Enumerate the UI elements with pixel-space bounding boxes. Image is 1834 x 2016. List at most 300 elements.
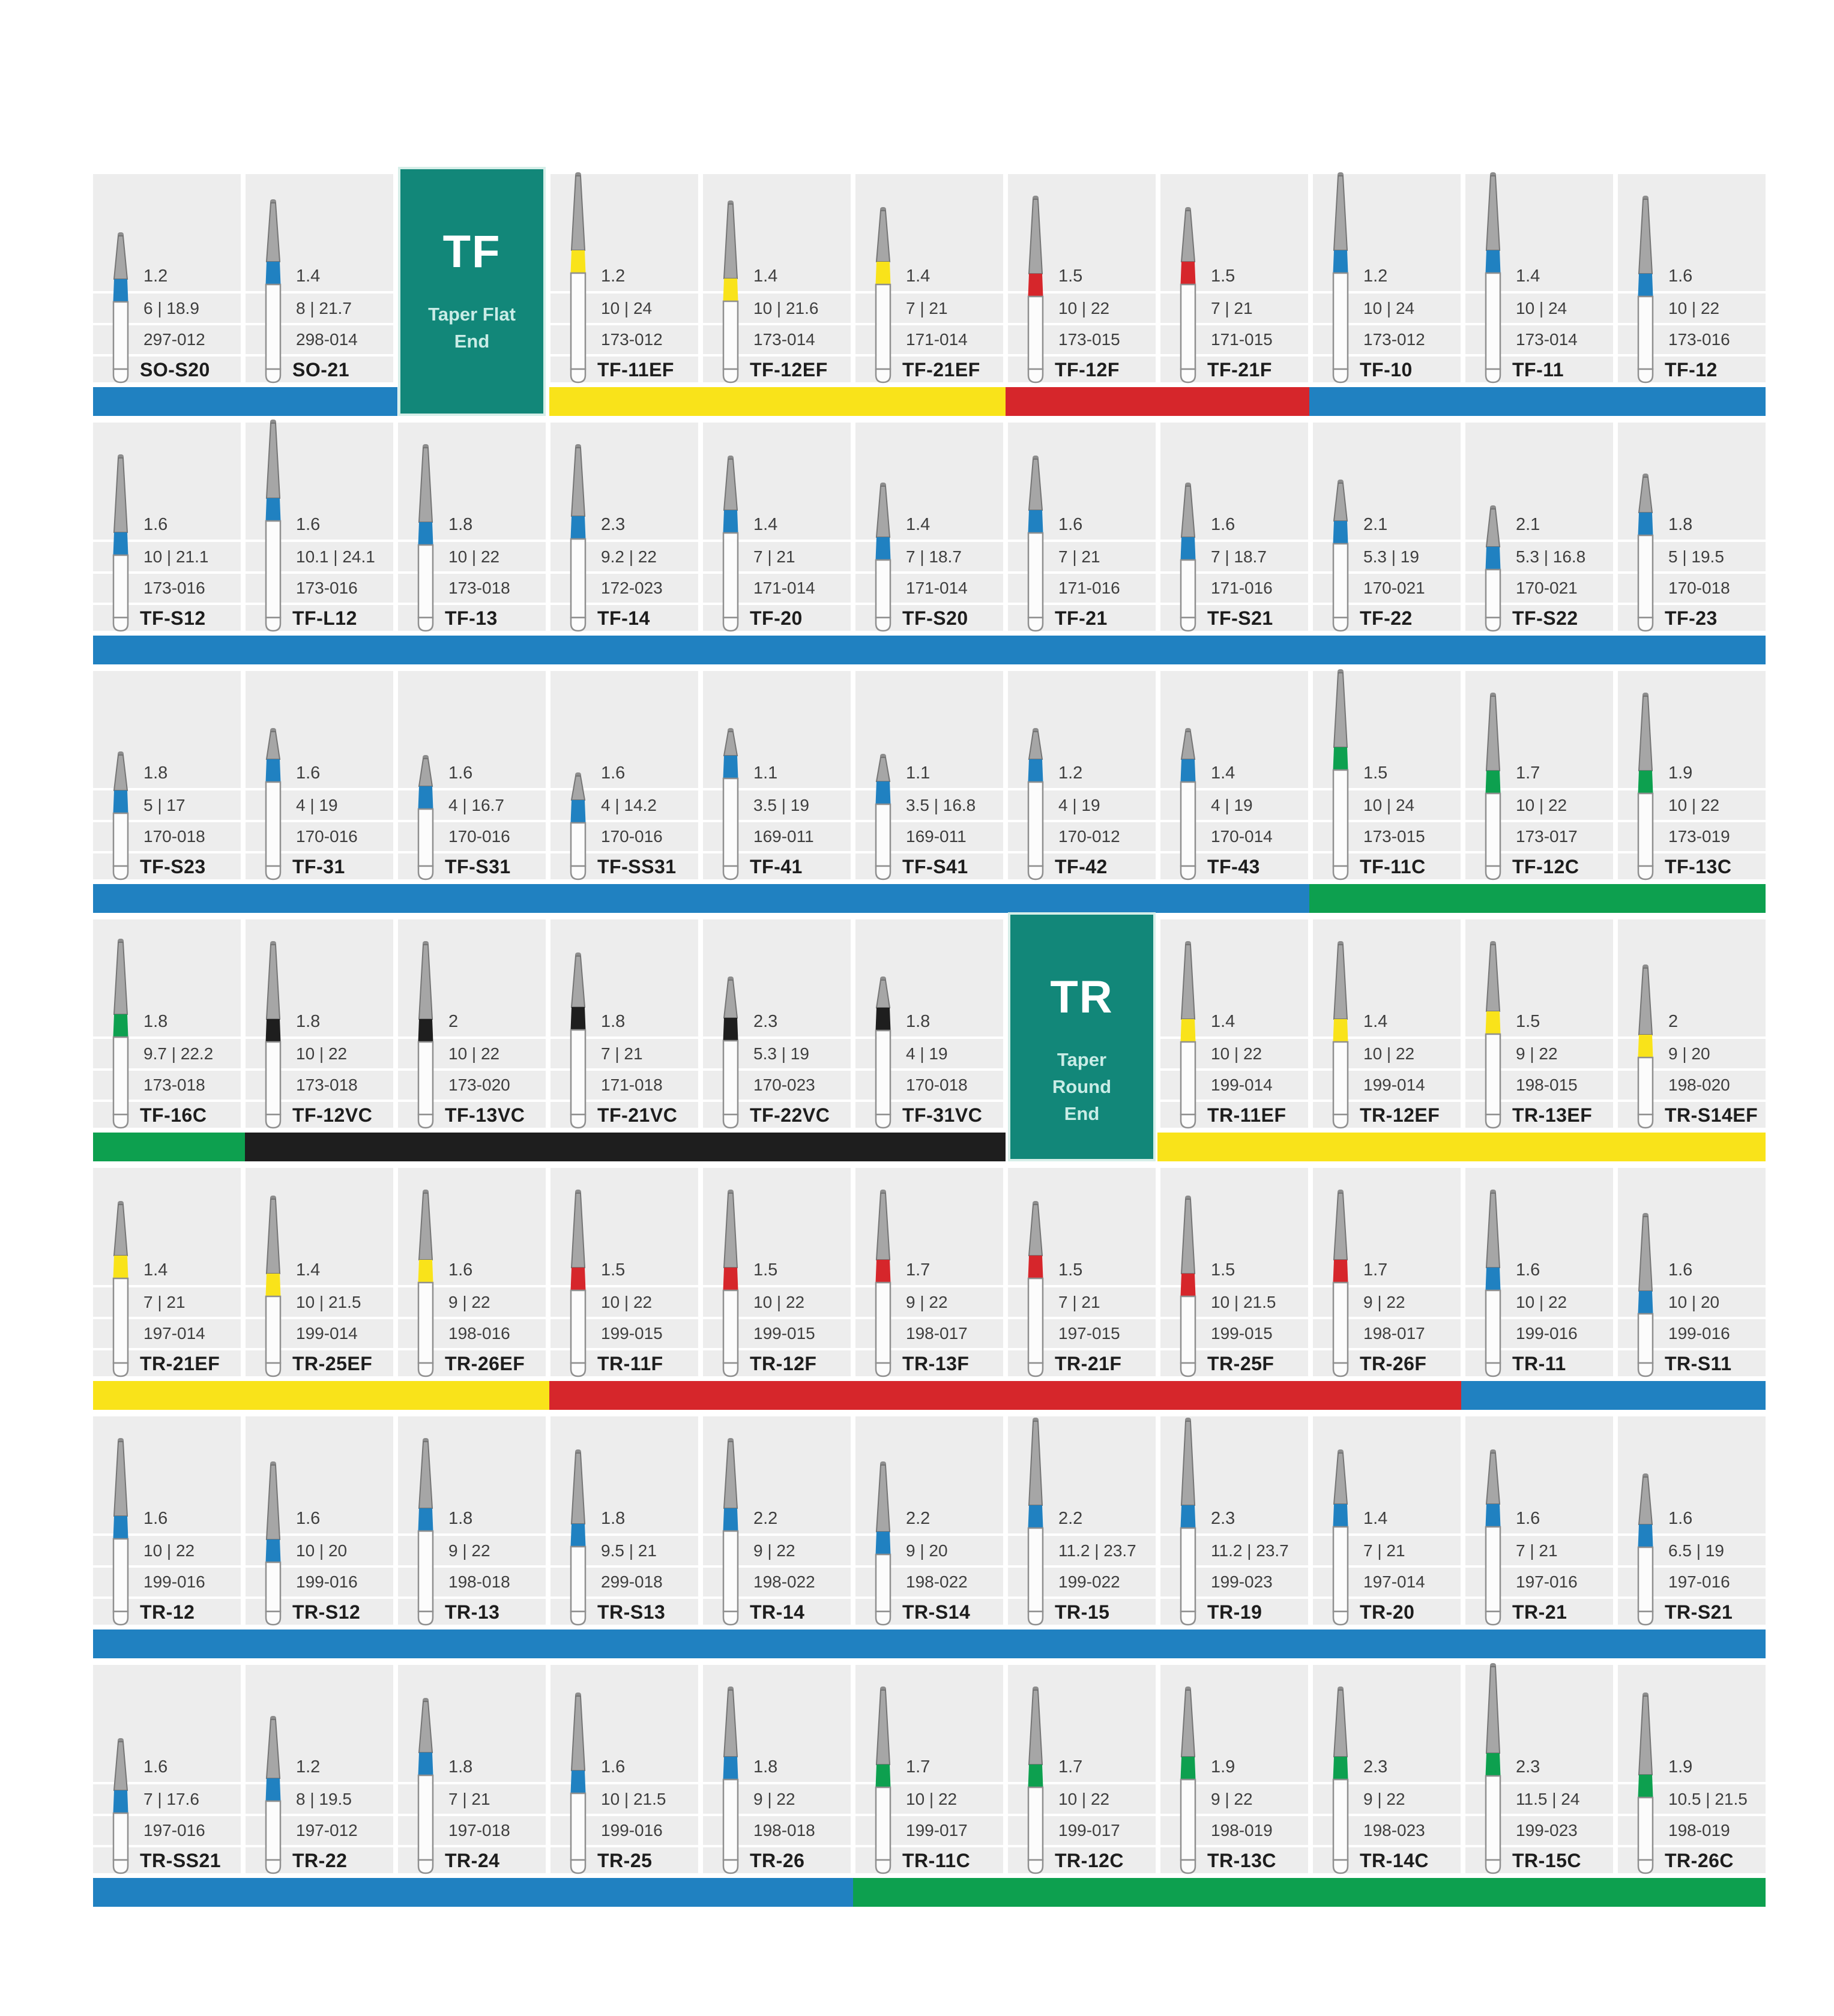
product-card bbox=[1618, 423, 1766, 631]
iso-code: 171-016 bbox=[1211, 579, 1273, 597]
product-card bbox=[246, 423, 393, 631]
grit-bar-segment bbox=[1614, 1133, 1766, 1161]
tip-diameter-value: 1.5 bbox=[1211, 1260, 1235, 1280]
bur-icon bbox=[1166, 728, 1210, 882]
grit-bar-segment bbox=[1461, 1133, 1613, 1161]
iso-code: 197-015 bbox=[1058, 1324, 1120, 1343]
grit-bar-segment bbox=[549, 1629, 701, 1658]
product-card bbox=[1008, 174, 1156, 382]
bur-icon bbox=[557, 952, 600, 1130]
grit-bar-segment bbox=[549, 884, 701, 913]
iso-code: 171-014 bbox=[906, 579, 968, 597]
product-name: TF-12VC bbox=[292, 1104, 373, 1126]
bur-icon bbox=[1319, 941, 1362, 1130]
bur-icon bbox=[1624, 1693, 1667, 1876]
dimensions-value: 8 | 21.7 bbox=[296, 299, 352, 317]
dimensions-value: 5 | 19.5 bbox=[1668, 547, 1724, 566]
dimensions-value: 7 | 21 bbox=[601, 1044, 643, 1063]
dimensions-value: 10 | 22 bbox=[1058, 1790, 1110, 1808]
product-name: TF-11 bbox=[1512, 359, 1564, 381]
dimensions-value: 9.7 | 22.2 bbox=[143, 1044, 214, 1063]
product-name: TR-20 bbox=[1360, 1601, 1415, 1623]
product-name: TF-16C bbox=[140, 1104, 207, 1126]
tip-diameter-value: 1.6 bbox=[448, 763, 473, 783]
bur-icon bbox=[709, 456, 752, 633]
grit-bar-segment bbox=[1157, 636, 1309, 664]
product-name: TF-23 bbox=[1665, 607, 1718, 629]
product-name: TF-21VC bbox=[597, 1104, 678, 1126]
product-name: TF-13C bbox=[1665, 856, 1732, 877]
product-name: TR-21EF bbox=[140, 1353, 220, 1374]
dimensions-value: 11.2 | 23.7 bbox=[1211, 1541, 1289, 1560]
grit-bar-segment bbox=[1309, 1133, 1461, 1161]
product-card bbox=[1313, 423, 1461, 631]
bur-icon bbox=[1471, 941, 1515, 1130]
product-name: TR-26C bbox=[1665, 1850, 1734, 1871]
iso-code: 199-017 bbox=[906, 1821, 968, 1840]
grit-bar-segment bbox=[1157, 1133, 1309, 1161]
tip-diameter-value: 1.6 bbox=[296, 1509, 321, 1528]
tip-diameter-value: 1.8 bbox=[448, 1757, 473, 1777]
bur-icon bbox=[1166, 483, 1210, 633]
grit-bar-segment bbox=[397, 1381, 549, 1410]
tip-diameter-value: 1.8 bbox=[143, 763, 168, 783]
iso-code: 169-011 bbox=[906, 827, 967, 846]
iso-code: 197-014 bbox=[143, 1324, 205, 1343]
tip-diameter-value: 1.5 bbox=[1363, 763, 1388, 783]
bur-icon bbox=[861, 754, 905, 882]
product-name: TF-S21 bbox=[1207, 607, 1273, 629]
group-subtitle bbox=[428, 301, 516, 355]
product-card bbox=[1160, 1416, 1308, 1625]
product-name: TF-12C bbox=[1512, 856, 1579, 877]
grit-bar-segment bbox=[549, 1133, 701, 1161]
tip-diameter-value: 1.4 bbox=[1211, 763, 1235, 783]
product-name: TR-22 bbox=[292, 1850, 348, 1871]
tip-diameter-value: 1.5 bbox=[753, 1260, 778, 1280]
tip-diameter-value: 1.9 bbox=[1211, 1757, 1235, 1777]
dimensions-value: 10 | 21.5 bbox=[1211, 1293, 1276, 1311]
dimensions-value: 10 | 21.5 bbox=[601, 1790, 666, 1808]
dimensions-value: 4 | 19 bbox=[296, 796, 338, 814]
product-card bbox=[246, 919, 393, 1128]
bur-icon bbox=[1014, 728, 1057, 882]
grit-bar-segment bbox=[701, 387, 853, 416]
iso-code: 199-016 bbox=[1516, 1324, 1578, 1343]
tip-diameter-value: 2.3 bbox=[753, 1012, 778, 1031]
bur-icon bbox=[861, 1461, 905, 1627]
iso-code: 198-022 bbox=[753, 1572, 815, 1591]
iso-code: 173-018 bbox=[143, 1076, 205, 1094]
grit-bar-segment bbox=[853, 1381, 1005, 1410]
grit-bar-segment bbox=[1461, 1629, 1613, 1658]
bur-icon bbox=[252, 1196, 295, 1379]
bur-icon bbox=[1624, 964, 1667, 1130]
product-name: TR-SS21 bbox=[140, 1850, 222, 1871]
grit-bar-segment bbox=[245, 1133, 397, 1161]
product-name: TR-S12 bbox=[292, 1601, 361, 1623]
iso-code: 171-014 bbox=[906, 330, 968, 349]
dimensions-value: 7 | 21 bbox=[1363, 1541, 1405, 1560]
tip-diameter-value: 1.4 bbox=[296, 1260, 321, 1280]
product-name: TR-21 bbox=[1512, 1601, 1567, 1623]
iso-code: 198-019 bbox=[1668, 1821, 1730, 1840]
product-name: TF-12F bbox=[1055, 359, 1120, 381]
product-card bbox=[398, 1416, 546, 1625]
tip-diameter-value: 2.3 bbox=[1211, 1509, 1235, 1528]
tip-diameter-value: 1.6 bbox=[1516, 1509, 1540, 1528]
grit-bar-segment bbox=[397, 1133, 549, 1161]
dimensions-value: 7 | 18.7 bbox=[1211, 547, 1267, 566]
product-card bbox=[1008, 1665, 1156, 1873]
iso-code: 199-023 bbox=[1211, 1572, 1273, 1591]
bur-icon bbox=[1319, 1687, 1362, 1876]
tip-diameter-value: 1.2 bbox=[143, 266, 168, 286]
tip-diameter-value: 1.7 bbox=[1058, 1757, 1083, 1777]
grit-bar-segment bbox=[93, 1133, 245, 1161]
iso-code: 173-016 bbox=[296, 579, 358, 597]
iso-code: 171-015 bbox=[1211, 330, 1273, 349]
product-card bbox=[1160, 1168, 1308, 1376]
product-name: TR-26EF bbox=[445, 1353, 525, 1374]
product-card bbox=[1008, 1168, 1156, 1376]
bur-icon bbox=[1014, 1687, 1057, 1876]
bur-icon bbox=[1471, 505, 1515, 633]
tip-diameter-value: 1.8 bbox=[296, 1012, 321, 1031]
grit-bar-segment bbox=[93, 1381, 245, 1410]
product-name: TR-11EF bbox=[1207, 1104, 1287, 1126]
product-card bbox=[1160, 1665, 1308, 1873]
grit-bar-segment bbox=[93, 1629, 245, 1658]
dimensions-value: 7 | 21 bbox=[1058, 547, 1100, 566]
dimensions-value: 7 | 21 bbox=[143, 1293, 186, 1311]
product-card bbox=[703, 1665, 851, 1873]
iso-code: 171-018 bbox=[601, 1076, 663, 1094]
product-card bbox=[246, 1665, 393, 1873]
iso-code: 173-015 bbox=[1058, 330, 1120, 349]
iso-code: 173-016 bbox=[1668, 330, 1730, 349]
iso-code: 197-014 bbox=[1363, 1572, 1425, 1591]
bur-icon bbox=[252, 728, 295, 882]
tip-diameter-value: 1.2 bbox=[296, 1757, 321, 1777]
dimensions-value: 5.3 | 19 bbox=[1363, 547, 1419, 566]
product-name: TR-25EF bbox=[292, 1353, 373, 1374]
bur-icon bbox=[252, 941, 295, 1130]
product-card bbox=[93, 1665, 241, 1873]
iso-code: 199-015 bbox=[753, 1324, 815, 1343]
tip-diameter-value: 1.4 bbox=[1516, 266, 1540, 286]
tip-diameter-value: 2.3 bbox=[1516, 1757, 1540, 1777]
product-card bbox=[855, 919, 1003, 1128]
iso-code: 170-016 bbox=[296, 827, 358, 846]
tip-diameter-value: 1.4 bbox=[143, 1260, 168, 1280]
iso-code: 199-014 bbox=[1211, 1076, 1273, 1094]
iso-code: 199-014 bbox=[296, 1324, 358, 1343]
group-header-tr bbox=[1008, 912, 1156, 1161]
bur-icon bbox=[404, 1190, 447, 1379]
group-subtitle-line: Round bbox=[1052, 1076, 1112, 1097]
tip-diameter-value: 1.6 bbox=[296, 763, 321, 783]
dimensions-value: 10 | 22 bbox=[1668, 796, 1720, 814]
product-name: TF-21F bbox=[1207, 359, 1272, 381]
tip-diameter-value: 1.4 bbox=[1363, 1509, 1388, 1528]
product-name: TR-19 bbox=[1207, 1601, 1262, 1623]
dimensions-value: 10 | 22 bbox=[448, 547, 500, 566]
bur-icon bbox=[1471, 693, 1515, 882]
product-card bbox=[703, 1168, 851, 1376]
dimensions-value: 10.5 | 21.5 bbox=[1668, 1790, 1748, 1808]
grit-bar-segment bbox=[853, 1629, 1005, 1658]
iso-code: 198-018 bbox=[753, 1821, 815, 1840]
dimensions-value: 9 | 22 bbox=[1516, 1044, 1558, 1063]
dimensions-value: 6.5 | 19 bbox=[1668, 1541, 1724, 1560]
product-card bbox=[93, 1168, 241, 1376]
bur-icon bbox=[1014, 1201, 1057, 1379]
product-card bbox=[93, 919, 241, 1128]
tip-diameter-value: 1.4 bbox=[906, 515, 931, 534]
grit-bar-segment bbox=[701, 1878, 853, 1907]
product-card bbox=[551, 671, 698, 879]
bur-icon bbox=[404, 755, 447, 882]
grit-bar-segment bbox=[397, 636, 549, 664]
iso-code: 197-016 bbox=[1516, 1572, 1578, 1591]
dimensions-value: 10 | 21.5 bbox=[296, 1293, 361, 1311]
iso-code: 198-020 bbox=[1668, 1076, 1730, 1094]
product-name: TR-14 bbox=[750, 1601, 805, 1623]
tip-diameter-value: 1.5 bbox=[1211, 266, 1235, 286]
grit-bar-segment bbox=[245, 1629, 397, 1658]
bur-icon bbox=[1014, 1418, 1057, 1627]
product-card bbox=[855, 1168, 1003, 1376]
dimensions-value: 10 | 20 bbox=[296, 1541, 348, 1560]
product-card bbox=[398, 919, 546, 1128]
bur-icon bbox=[99, 1201, 142, 1379]
grit-bar-segment bbox=[1309, 1381, 1461, 1410]
bur-icon bbox=[1624, 196, 1667, 385]
dimensions-value: 9 | 22 bbox=[906, 1293, 948, 1311]
product-name: TR-21F bbox=[1055, 1353, 1122, 1374]
bur-icon bbox=[1471, 1190, 1515, 1379]
bur-icon bbox=[1319, 480, 1362, 633]
product-name: TF-10 bbox=[1360, 359, 1413, 381]
iso-code: 173-018 bbox=[448, 579, 510, 597]
bur-icon bbox=[557, 1449, 600, 1627]
grit-bar-segment bbox=[853, 387, 1005, 416]
product-card bbox=[551, 1416, 698, 1625]
product-card bbox=[1465, 1416, 1613, 1625]
group-subtitle bbox=[1052, 1047, 1111, 1128]
product-name: TR-13C bbox=[1207, 1850, 1277, 1871]
product-card bbox=[398, 1168, 546, 1376]
product-name: TR-13 bbox=[445, 1601, 500, 1623]
tip-diameter-value: 1.4 bbox=[1363, 1012, 1388, 1031]
tip-diameter-value: 1.1 bbox=[906, 763, 931, 783]
dimensions-value: 9 | 20 bbox=[1668, 1044, 1710, 1063]
tip-diameter-value: 1.2 bbox=[1058, 763, 1083, 783]
iso-code: 198-019 bbox=[1211, 1821, 1273, 1840]
dimensions-value: 9 | 20 bbox=[906, 1541, 948, 1560]
grit-bar-segment bbox=[701, 1381, 853, 1410]
product-card bbox=[246, 1168, 393, 1376]
tip-diameter-value: 1.7 bbox=[1363, 1260, 1388, 1280]
grit-bar-segment bbox=[1006, 1878, 1157, 1907]
dimensions-value: 7 | 21 bbox=[448, 1790, 490, 1808]
product-card bbox=[1160, 423, 1308, 631]
product-card bbox=[703, 174, 851, 382]
tip-diameter-value: 1.7 bbox=[1516, 763, 1540, 783]
iso-code: 173-018 bbox=[296, 1076, 358, 1094]
product-card bbox=[703, 671, 851, 879]
product-card bbox=[1313, 1416, 1461, 1625]
product-card bbox=[855, 423, 1003, 631]
grit-color-bar bbox=[93, 1629, 1766, 1658]
dimensions-value: 10 | 22 bbox=[1516, 1293, 1567, 1311]
grit-bar-segment bbox=[1309, 636, 1461, 664]
product-card bbox=[398, 671, 546, 879]
dimensions-value: 9 | 22 bbox=[753, 1541, 795, 1560]
grit-bar-segment bbox=[245, 387, 397, 416]
grit-bar-segment bbox=[1614, 387, 1766, 416]
grit-bar-segment bbox=[1006, 387, 1157, 416]
bur-icon bbox=[99, 232, 142, 385]
grit-color-bar bbox=[93, 884, 1766, 913]
tip-diameter-value: 1.6 bbox=[1668, 1260, 1693, 1280]
grit-color-bar bbox=[93, 1878, 1766, 1907]
iso-code: 170-018 bbox=[1668, 579, 1730, 597]
grit-bar-segment bbox=[1614, 1878, 1766, 1907]
tip-diameter-value: 1.4 bbox=[906, 266, 931, 286]
product-card bbox=[1313, 671, 1461, 879]
dimensions-value: 9.5 | 21 bbox=[601, 1541, 657, 1560]
bur-icon bbox=[1471, 172, 1515, 385]
grit-bar-segment bbox=[701, 884, 853, 913]
product-card bbox=[703, 919, 851, 1128]
product-card bbox=[1465, 671, 1613, 879]
grit-bar-segment bbox=[93, 1878, 245, 1907]
tip-diameter-value: 1.8 bbox=[143, 1012, 168, 1031]
tip-diameter-value: 1.2 bbox=[601, 266, 626, 286]
tip-diameter-value: 2.2 bbox=[753, 1509, 778, 1528]
bur-icon bbox=[709, 1438, 752, 1627]
tip-diameter-value: 2.2 bbox=[906, 1509, 931, 1528]
dimensions-value: 11.5 | 24 bbox=[1516, 1790, 1580, 1808]
product-card bbox=[1465, 1168, 1613, 1376]
iso-code: 173-019 bbox=[1668, 827, 1730, 846]
grit-bar-segment bbox=[1461, 387, 1613, 416]
grit-bar-segment bbox=[701, 636, 853, 664]
dimensions-value: 8 | 19.5 bbox=[296, 1790, 352, 1808]
group-title: TF bbox=[442, 226, 501, 277]
product-name: TR-14C bbox=[1360, 1850, 1429, 1871]
bur-icon bbox=[709, 1190, 752, 1379]
bur-icon bbox=[557, 1190, 600, 1379]
product-name: TR-S14 bbox=[902, 1601, 971, 1623]
product-name: TF-11EF bbox=[597, 359, 674, 381]
bur-icon bbox=[1624, 1473, 1667, 1627]
grit-bar-segment bbox=[853, 1878, 1005, 1907]
bur-icon bbox=[99, 1438, 142, 1627]
product-card bbox=[398, 423, 546, 631]
tip-diameter-value: 1.8 bbox=[601, 1012, 626, 1031]
product-card bbox=[1160, 919, 1308, 1128]
dimensions-value: 10 | 21.1 bbox=[143, 547, 209, 566]
dimensions-value: 5.3 | 19 bbox=[753, 1044, 809, 1063]
dimensions-value: 10 | 22 bbox=[143, 1541, 195, 1560]
product-name: TF-22VC bbox=[750, 1104, 830, 1126]
bur-icon bbox=[404, 941, 447, 1130]
product-name: TF-21 bbox=[1055, 607, 1108, 629]
dimensions-value: 9.2 | 22 bbox=[601, 547, 657, 566]
bur-icon bbox=[404, 1698, 447, 1876]
product-card bbox=[1160, 174, 1308, 382]
grit-bar-segment bbox=[701, 1133, 853, 1161]
iso-code: 199-015 bbox=[1211, 1324, 1273, 1343]
dimensions-value: 9 | 22 bbox=[1363, 1293, 1405, 1311]
dimensions-value: 10 | 22 bbox=[1058, 299, 1110, 317]
tip-diameter-value: 1.8 bbox=[906, 1012, 931, 1031]
product-name: TR-25 bbox=[597, 1850, 653, 1871]
grit-bar-segment bbox=[1157, 1381, 1309, 1410]
iso-code: 199-016 bbox=[296, 1572, 358, 1591]
product-card bbox=[1618, 1416, 1766, 1625]
product-name: TR-24 bbox=[445, 1850, 500, 1871]
product-name: TF-S31 bbox=[445, 856, 511, 877]
product-name: TR-S14EF bbox=[1665, 1104, 1758, 1126]
iso-code: 198-015 bbox=[1516, 1076, 1578, 1094]
product-card bbox=[855, 174, 1003, 382]
dimensions-value: 4 | 19 bbox=[1058, 796, 1100, 814]
grit-bar-segment bbox=[1461, 1878, 1613, 1907]
bur-icon bbox=[1319, 1190, 1362, 1379]
iso-code: 173-012 bbox=[1363, 330, 1425, 349]
dimensions-value: 7 | 17.6 bbox=[143, 1790, 199, 1808]
dimensions-value: 10 | 24 bbox=[601, 299, 653, 317]
dimensions-value: 7 | 21 bbox=[1516, 1541, 1558, 1560]
tip-diameter-value: 1.6 bbox=[143, 1757, 168, 1777]
iso-code: 170-012 bbox=[1058, 827, 1120, 846]
tip-diameter-value: 1.5 bbox=[1516, 1012, 1540, 1031]
iso-code: 170-016 bbox=[601, 827, 663, 846]
product-name: TR-11 bbox=[1512, 1353, 1566, 1374]
dimensions-value: 10 | 22 bbox=[296, 1044, 348, 1063]
bur-icon bbox=[1166, 1687, 1210, 1876]
iso-code: 199-016 bbox=[601, 1821, 663, 1840]
iso-code: 199-016 bbox=[1668, 1324, 1730, 1343]
bur-icon bbox=[557, 1693, 600, 1876]
bur-icon bbox=[404, 1438, 447, 1627]
bur-icon bbox=[1471, 1449, 1515, 1627]
bur-icon bbox=[252, 1461, 295, 1627]
grit-bar-segment bbox=[1006, 636, 1157, 664]
dimensions-value: 10 | 22 bbox=[601, 1293, 653, 1311]
product-name: TF-22 bbox=[1360, 607, 1413, 629]
product-name: TR-13EF bbox=[1512, 1104, 1593, 1126]
tip-diameter-value: 1.6 bbox=[296, 515, 321, 534]
tip-diameter-value: 1.7 bbox=[906, 1757, 931, 1777]
product-card bbox=[93, 174, 241, 382]
iso-code: 198-017 bbox=[906, 1324, 968, 1343]
product-name: TF-42 bbox=[1055, 856, 1108, 877]
iso-code: 170-021 bbox=[1516, 579, 1578, 597]
product-name: TR-S21 bbox=[1665, 1601, 1733, 1623]
product-card bbox=[93, 1416, 241, 1625]
iso-code: 170-016 bbox=[448, 827, 510, 846]
grit-bar-segment bbox=[397, 884, 549, 913]
tip-diameter-value: 1.8 bbox=[753, 1757, 778, 1777]
product-name: TF-20 bbox=[750, 607, 803, 629]
dimensions-value: 9 | 22 bbox=[1211, 1790, 1253, 1808]
bur-icon bbox=[1319, 1449, 1362, 1627]
